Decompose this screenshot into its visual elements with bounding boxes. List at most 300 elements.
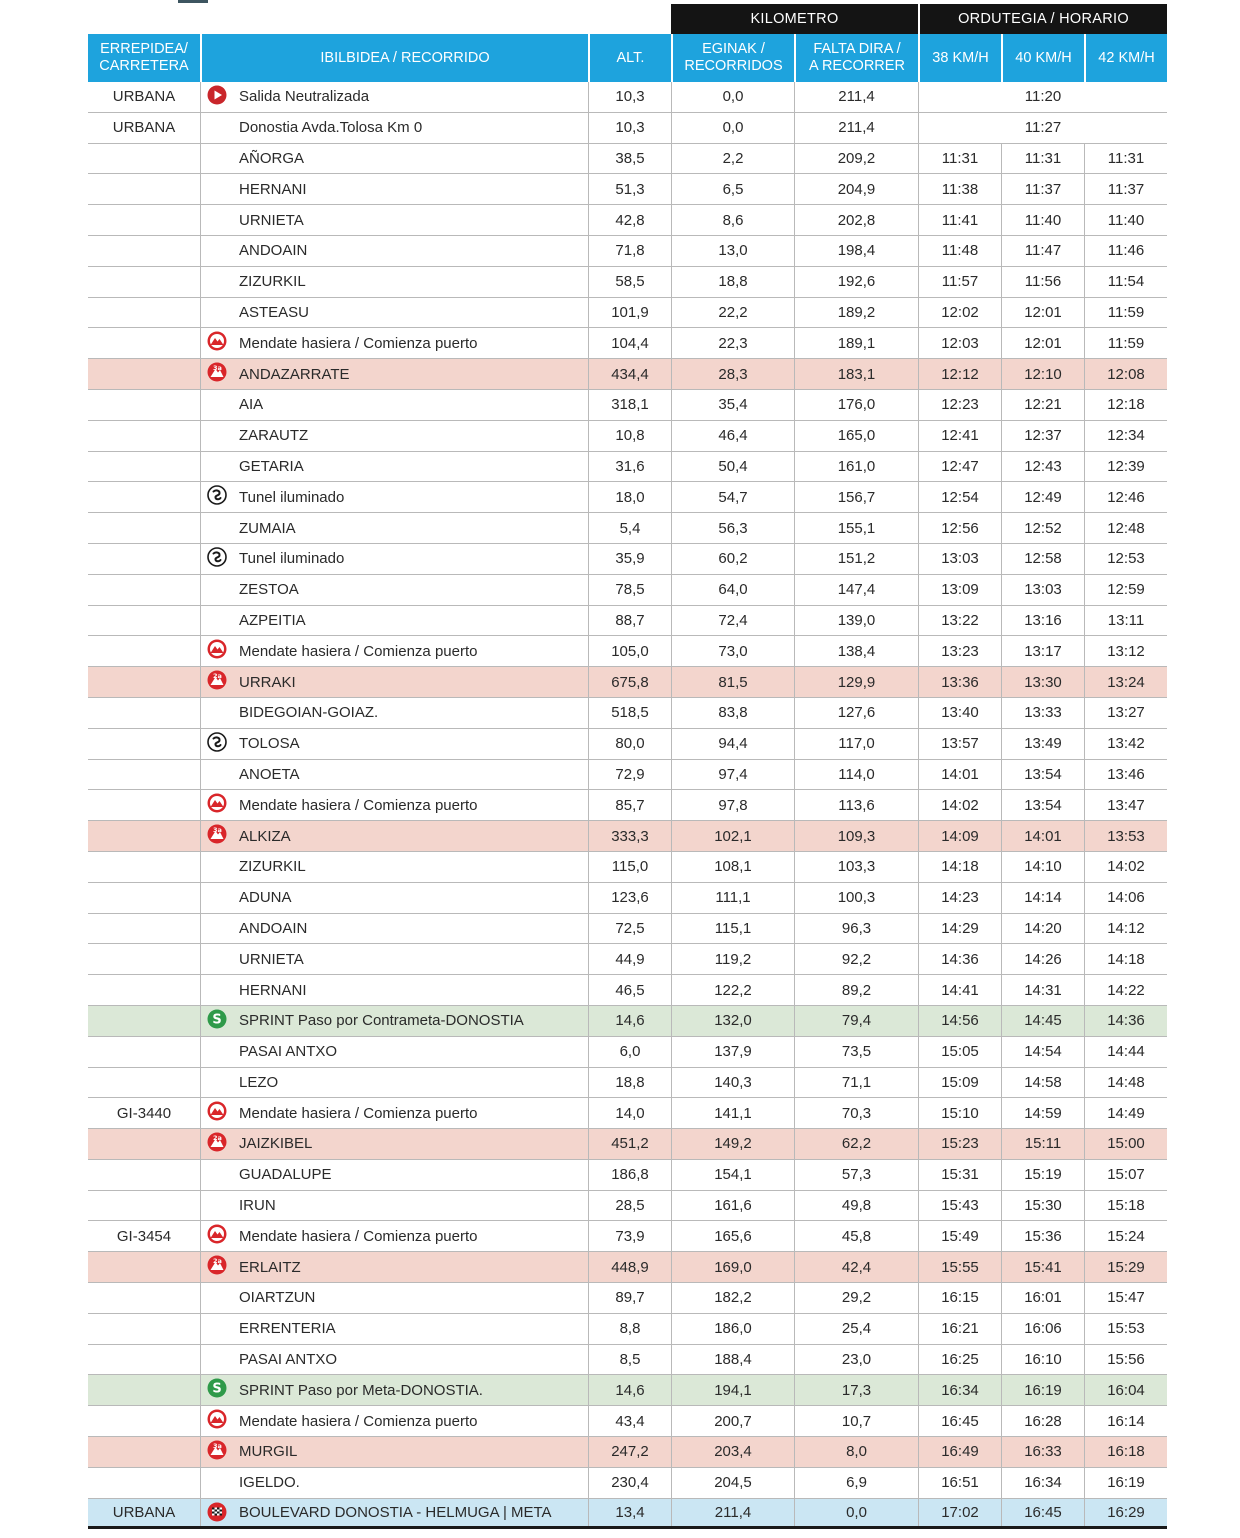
cell-route-label: Mendate hasiera / Comienza puerto <box>239 334 478 352</box>
header-km-left-line2: A RECORRER <box>809 58 905 74</box>
cell-road <box>88 975 200 1005</box>
cell-time-38: 14:56 <box>918 1006 1001 1036</box>
cell-time-38: 16:45 <box>918 1406 1001 1436</box>
cell-time-42: 15:29 <box>1084 1252 1167 1282</box>
cell-altitude: 13,4 <box>588 1499 671 1527</box>
table-row <box>88 636 1167 667</box>
table-row <box>88 298 1167 329</box>
header-km-left <box>794 34 918 82</box>
cell-km-left: 25,4 <box>794 1314 918 1344</box>
cell-km-left: 49,8 <box>794 1191 918 1221</box>
cell-km-done: 154,1 <box>671 1160 794 1190</box>
cell-route-label: SPRINT Paso por Contrameta-DONOSTIA <box>239 1012 524 1030</box>
table-row <box>88 1283 1167 1314</box>
table-row <box>88 914 1167 945</box>
cell-road <box>88 174 200 204</box>
cell-time-38: 12:54 <box>918 482 1001 512</box>
cell-time-40: 14:31 <box>1001 975 1084 1005</box>
cell-time-42: 13:47 <box>1084 790 1167 820</box>
cell-time-38: 11:31 <box>918 144 1001 174</box>
header-road-line1: ERREPIDEA/ <box>100 41 188 57</box>
cell-km-left: 29,2 <box>794 1283 918 1313</box>
cell-km-left: 17,3 <box>794 1375 918 1405</box>
cell-route-label: LEZO <box>239 1073 279 1091</box>
cell-km-done: 46,4 <box>671 421 794 451</box>
cell-route-label: Mendate hasiera / Comienza puerto <box>239 1227 478 1245</box>
cell-time-40: 14:58 <box>1001 1068 1084 1098</box>
cell-route-label: Mendate hasiera / Comienza puerto <box>239 1104 478 1122</box>
cell-route-label: OIARTZUN <box>239 1289 316 1307</box>
cell-time-40: 12:10 <box>1001 359 1084 389</box>
cell-road <box>88 1037 200 1067</box>
table-row <box>88 174 1167 205</box>
cell-time-38: 13:22 <box>918 606 1001 636</box>
table-row <box>88 1068 1167 1099</box>
cell-km-left: 189,1 <box>794 328 918 358</box>
cell-road <box>88 452 200 482</box>
cell-time-all: 11:27 <box>918 113 1167 143</box>
cell-time-42: 14:36 <box>1084 1006 1167 1036</box>
cell-time-40: 11:40 <box>1001 205 1084 235</box>
cell-route <box>200 174 588 204</box>
sprint-icon <box>207 1378 227 1398</box>
cell-route <box>200 1191 588 1221</box>
cell-time-42: 13:11 <box>1084 606 1167 636</box>
table-row <box>88 452 1167 483</box>
cell-road <box>88 575 200 605</box>
svg-text:3a: 3a <box>213 826 222 835</box>
cell-altitude: 18,0 <box>588 482 671 512</box>
cell-time-42: 12:59 <box>1084 575 1167 605</box>
cell-km-left: 45,8 <box>794 1221 918 1251</box>
table-row <box>88 267 1167 298</box>
cell-road <box>88 1068 200 1098</box>
table-row <box>88 82 1167 113</box>
cell-km-left: 8,0 <box>794 1437 918 1467</box>
table-row <box>88 821 1167 852</box>
cell-time-40: 16:45 <box>1001 1499 1084 1527</box>
cell-route <box>200 328 588 358</box>
cell-time-38: 14:29 <box>918 914 1001 944</box>
header-alt: ALT. <box>588 34 671 82</box>
cell-time-42: 14:02 <box>1084 852 1167 882</box>
cell-road <box>88 914 200 944</box>
cell-route <box>200 390 588 420</box>
table-row <box>88 790 1167 821</box>
cell-time-42: 12:46 <box>1084 482 1167 512</box>
group-header-time: ORDUTEGIA / HORARIO <box>918 4 1167 34</box>
table-row <box>88 667 1167 698</box>
cell-time-40: 11:31 <box>1001 144 1084 174</box>
climb-2a-icon <box>207 1255 227 1275</box>
cell-time-42: 16:18 <box>1084 1437 1167 1467</box>
cell-time-40: 14:14 <box>1001 883 1084 913</box>
cell-time-38: 16:21 <box>918 1314 1001 1344</box>
cell-km-left: 57,3 <box>794 1160 918 1190</box>
cell-road <box>88 606 200 636</box>
cell-km-done: 211,4 <box>671 1499 794 1527</box>
cell-time-42: 15:24 <box>1084 1221 1167 1251</box>
cell-time-42: 11:31 <box>1084 144 1167 174</box>
cell-road <box>88 1375 200 1405</box>
cell-km-done: 0,0 <box>671 113 794 143</box>
cell-time-40: 13:33 <box>1001 698 1084 728</box>
header-time-40: 40 KM/H <box>1001 34 1084 82</box>
cell-time-40: 14:10 <box>1001 852 1084 882</box>
cell-km-done: 2,2 <box>671 144 794 174</box>
cell-km-done: 102,1 <box>671 821 794 851</box>
cell-km-left: 176,0 <box>794 390 918 420</box>
cell-road: URBANA <box>112 88 176 106</box>
cell-km-done: 64,0 <box>671 575 794 605</box>
cell-altitude: 72,9 <box>588 760 671 790</box>
cell-route <box>200 1252 588 1282</box>
cell-km-done: 8,6 <box>671 205 794 235</box>
cell-time-40: 11:47 <box>1001 236 1084 266</box>
table-row <box>88 205 1167 236</box>
cell-altitude: 43,4 <box>588 1406 671 1436</box>
table-row <box>88 852 1167 883</box>
cell-km-done: 0,0 <box>671 82 794 112</box>
cell-time-40: 12:37 <box>1001 421 1084 451</box>
cell-time-42: 14:22 <box>1084 975 1167 1005</box>
cell-km-left: 42,4 <box>794 1252 918 1282</box>
cell-route <box>200 790 588 820</box>
cell-altitude: 451,2 <box>588 1129 671 1159</box>
cell-time-38: 12:23 <box>918 390 1001 420</box>
svg-text:2a: 2a <box>213 672 222 681</box>
table-row <box>88 1252 1167 1283</box>
cell-time-40: 16:10 <box>1001 1345 1084 1375</box>
cell-km-done: 72,4 <box>671 606 794 636</box>
cell-altitude: 73,9 <box>588 1221 671 1251</box>
cell-route <box>200 482 588 512</box>
cell-route <box>200 1468 588 1498</box>
cell-km-done: 97,8 <box>671 790 794 820</box>
cell-route-label: Mendate hasiera / Comienza puerto <box>239 642 478 660</box>
cell-route-label: SPRINT Paso por Meta-DONOSTIA. <box>239 1381 483 1399</box>
cell-km-left: 79,4 <box>794 1006 918 1036</box>
cell-time-42: 13:12 <box>1084 636 1167 666</box>
header-route: IBILBIDEA / RECORRIDO <box>200 34 588 82</box>
cell-time-40: 16:01 <box>1001 1283 1084 1313</box>
cell-time-38: 16:15 <box>918 1283 1001 1313</box>
cell-km-done: 111,1 <box>671 883 794 913</box>
cell-km-left: 10,7 <box>794 1406 918 1436</box>
cell-time-42: 14:06 <box>1084 883 1167 913</box>
cell-time-42: 11:46 <box>1084 236 1167 266</box>
cell-route <box>200 760 588 790</box>
cell-route <box>200 82 588 112</box>
cell-altitude: 80,0 <box>588 729 671 759</box>
cell-route-label: URRAKI <box>239 673 296 691</box>
cell-km-left: 183,1 <box>794 359 918 389</box>
cell-time-40: 12:49 <box>1001 482 1084 512</box>
cell-km-done: 149,2 <box>671 1129 794 1159</box>
cell-time-38: 11:38 <box>918 174 1001 204</box>
table-row <box>88 1437 1167 1468</box>
cell-route-label: ZARAUTZ <box>239 427 309 445</box>
cell-time-38: 14:41 <box>918 975 1001 1005</box>
cell-altitude: 101,9 <box>588 298 671 328</box>
cell-altitude: 10,8 <box>588 421 671 451</box>
cell-km-done: 203,4 <box>671 1437 794 1467</box>
cell-altitude: 14,6 <box>588 1006 671 1036</box>
cell-km-left: 23,0 <box>794 1345 918 1375</box>
cell-km-done: 97,4 <box>671 760 794 790</box>
climb-start-icon <box>207 1101 227 1121</box>
cell-time-38: 13:03 <box>918 544 1001 574</box>
cell-time-38: 13:23 <box>918 636 1001 666</box>
cell-time-42: 12:48 <box>1084 513 1167 543</box>
cell-time-40: 13:03 <box>1001 575 1084 605</box>
cell-road <box>88 298 200 328</box>
cell-route <box>200 729 588 759</box>
cell-km-left: 198,4 <box>794 236 918 266</box>
cell-altitude: 78,5 <box>588 575 671 605</box>
cell-route-label: ZIZURKIL <box>239 858 306 876</box>
cell-altitude: 58,5 <box>588 267 671 297</box>
cell-road: GI-3454 <box>116 1227 172 1245</box>
cell-route-label: GETARIA <box>239 457 304 475</box>
cell-road <box>88 1345 200 1375</box>
cell-time-42: 16:19 <box>1084 1468 1167 1498</box>
cell-time-38: 11:48 <box>918 236 1001 266</box>
cell-time-42: 16:14 <box>1084 1406 1167 1436</box>
header-km-done <box>671 34 794 82</box>
danger-icon <box>207 732 227 752</box>
cell-altitude: 318,1 <box>588 390 671 420</box>
cell-km-done: 186,0 <box>671 1314 794 1344</box>
table-row <box>88 513 1167 544</box>
cell-altitude: 14,0 <box>588 1098 671 1128</box>
cell-road <box>88 760 200 790</box>
cell-time-38: 12:47 <box>918 452 1001 482</box>
cell-km-left: 192,6 <box>794 267 918 297</box>
cell-km-left: 129,9 <box>794 667 918 697</box>
climb-3a-icon <box>207 824 227 844</box>
cell-km-left: 147,4 <box>794 575 918 605</box>
cell-km-done: 22,2 <box>671 298 794 328</box>
cell-route-label: Tunel iluminado <box>239 488 345 506</box>
cell-altitude: 31,6 <box>588 452 671 482</box>
cell-altitude: 89,7 <box>588 1283 671 1313</box>
cell-road <box>88 790 200 820</box>
cell-route-label: BOULEVARD DONOSTIA - HELMUGA | META <box>239 1504 552 1522</box>
cell-route-label: IRUN <box>239 1197 276 1215</box>
cell-km-left: 127,6 <box>794 698 918 728</box>
cell-time-38: 11:57 <box>918 267 1001 297</box>
cell-altitude: 5,4 <box>588 513 671 543</box>
cell-road <box>88 1252 200 1282</box>
cell-km-done: 169,0 <box>671 1252 794 1282</box>
cell-route <box>200 421 588 451</box>
cell-km-left: 70,3 <box>794 1098 918 1128</box>
climb-start-icon <box>207 793 227 813</box>
cell-road <box>88 359 200 389</box>
table-row <box>88 1345 1167 1376</box>
group-header-row <box>88 4 1167 34</box>
cell-time-40: 16:28 <box>1001 1406 1084 1436</box>
cell-time-42: 13:46 <box>1084 760 1167 790</box>
table-row <box>88 1006 1167 1037</box>
cell-route-label: HERNANI <box>239 981 307 999</box>
table-row <box>88 113 1167 144</box>
cell-time-42: 13:42 <box>1084 729 1167 759</box>
cell-km-left: 161,0 <box>794 452 918 482</box>
cell-time-42: 12:39 <box>1084 452 1167 482</box>
cell-altitude: 42,8 <box>588 205 671 235</box>
cell-time-40: 16:06 <box>1001 1314 1084 1344</box>
cell-time-42: 16:29 <box>1084 1499 1167 1527</box>
table-row <box>88 760 1167 791</box>
cell-route <box>200 1068 588 1098</box>
cell-km-done: 194,1 <box>671 1375 794 1405</box>
header-time-42: 42 KM/H <box>1084 34 1167 82</box>
column-header-row <box>88 34 1167 82</box>
cell-route <box>200 636 588 666</box>
cell-route <box>200 113 588 143</box>
cell-road <box>88 821 200 851</box>
cell-time-42: 15:56 <box>1084 1345 1167 1375</box>
group-header-spacer <box>88 4 671 34</box>
cell-altitude: 105,0 <box>588 636 671 666</box>
cell-time-38: 13:40 <box>918 698 1001 728</box>
cell-time-42: 12:53 <box>1084 544 1167 574</box>
cell-km-done: 18,8 <box>671 267 794 297</box>
cell-km-left: 211,4 <box>794 82 918 112</box>
cell-time-38: 12:41 <box>918 421 1001 451</box>
cell-km-left: 113,6 <box>794 790 918 820</box>
cell-km-left: 165,0 <box>794 421 918 451</box>
cell-time-38: 13:09 <box>918 575 1001 605</box>
cell-altitude: 434,4 <box>588 359 671 389</box>
cell-time-42: 12:08 <box>1084 359 1167 389</box>
cell-time-40: 13:54 <box>1001 790 1084 820</box>
cell-km-left: 92,2 <box>794 944 918 974</box>
cell-km-left: 6,9 <box>794 1468 918 1498</box>
table-row <box>88 1314 1167 1345</box>
cell-time-40: 13:49 <box>1001 729 1084 759</box>
cell-road <box>88 205 200 235</box>
cell-km-left: 204,9 <box>794 174 918 204</box>
cell-time-40: 14:01 <box>1001 821 1084 851</box>
climb-2a-icon <box>207 1132 227 1152</box>
cell-time-40: 12:58 <box>1001 544 1084 574</box>
cell-altitude: 123,6 <box>588 883 671 913</box>
cell-km-left: 202,8 <box>794 205 918 235</box>
cell-road <box>88 1406 200 1436</box>
cell-km-done: 161,6 <box>671 1191 794 1221</box>
cell-route-label: AÑORGA <box>239 149 305 167</box>
cell-time-40: 13:17 <box>1001 636 1084 666</box>
cell-time-42: 11:37 <box>1084 174 1167 204</box>
cell-route <box>200 544 588 574</box>
climb-start-icon <box>207 1224 227 1244</box>
cell-time-40: 13:30 <box>1001 667 1084 697</box>
cell-time-38: 14:01 <box>918 760 1001 790</box>
cell-route <box>200 883 588 913</box>
cell-km-left: 73,5 <box>794 1037 918 1067</box>
cell-route <box>200 1129 588 1159</box>
cell-route <box>200 698 588 728</box>
cell-time-38: 12:02 <box>918 298 1001 328</box>
climb-3a-icon <box>207 1440 227 1460</box>
cell-altitude: 28,5 <box>588 1191 671 1221</box>
cell-altitude: 14,6 <box>588 1375 671 1405</box>
cell-time-38: 16:34 <box>918 1375 1001 1405</box>
cell-km-left: 89,2 <box>794 975 918 1005</box>
cell-road <box>88 390 200 420</box>
cell-time-38: 14:23 <box>918 883 1001 913</box>
cell-route <box>200 575 588 605</box>
cell-time-40: 16:19 <box>1001 1375 1084 1405</box>
cell-route-label: ZESTOA <box>239 581 299 599</box>
sprint-icon <box>207 1009 227 1029</box>
cell-time-40: 11:56 <box>1001 267 1084 297</box>
cell-km-left: 0,0 <box>794 1499 918 1527</box>
cell-route-label: Mendate hasiera / Comienza puerto <box>239 796 478 814</box>
cell-time-38: 14:09 <box>918 821 1001 851</box>
cell-time-38: 14:18 <box>918 852 1001 882</box>
cell-time-40: 15:30 <box>1001 1191 1084 1221</box>
cell-time-38: 12:12 <box>918 359 1001 389</box>
cell-route <box>200 144 588 174</box>
cell-time-40: 12:21 <box>1001 390 1084 420</box>
cell-time-42: 14:12 <box>1084 914 1167 944</box>
cell-road <box>88 1160 200 1190</box>
cell-km-left: 138,4 <box>794 636 918 666</box>
cell-altitude: 88,7 <box>588 606 671 636</box>
cell-km-done: 108,1 <box>671 852 794 882</box>
cell-road <box>88 1006 200 1036</box>
cell-route-label: ANDAZARRATE <box>239 365 350 383</box>
cell-altitude: 46,5 <box>588 975 671 1005</box>
cell-altitude: 71,8 <box>588 236 671 266</box>
cell-km-done: 119,2 <box>671 944 794 974</box>
cell-km-done: 81,5 <box>671 667 794 697</box>
svg-text:3a: 3a <box>213 364 222 373</box>
cell-road: GI-3440 <box>116 1104 172 1122</box>
table-row <box>88 575 1167 606</box>
cell-km-done: 137,9 <box>671 1037 794 1067</box>
cell-route-label: JAIZKIBEL <box>239 1135 313 1153</box>
cell-altitude: 115,0 <box>588 852 671 882</box>
header-time-38: 38 KM/H <box>918 34 1001 82</box>
cell-km-done: 56,3 <box>671 513 794 543</box>
cell-altitude: 85,7 <box>588 790 671 820</box>
cell-km-left: 151,2 <box>794 544 918 574</box>
danger-icon <box>207 485 227 505</box>
cell-km-done: 200,7 <box>671 1406 794 1436</box>
cell-time-42: 15:47 <box>1084 1283 1167 1313</box>
cell-altitude: 44,9 <box>588 944 671 974</box>
climb-start-icon <box>207 639 227 659</box>
cell-route-label: ZUMAIA <box>239 519 296 537</box>
cell-route <box>200 359 588 389</box>
cell-km-left: 100,3 <box>794 883 918 913</box>
cell-km-done: 22,3 <box>671 328 794 358</box>
table-row <box>88 144 1167 175</box>
cell-km-done: 54,7 <box>671 482 794 512</box>
cell-altitude: 10,3 <box>588 113 671 143</box>
table-row <box>88 390 1167 421</box>
cell-time-42: 14:49 <box>1084 1098 1167 1128</box>
cell-time-38: 15:09 <box>918 1068 1001 1098</box>
cell-time-42: 11:54 <box>1084 267 1167 297</box>
cell-route-label: ERRENTERIA <box>239 1320 336 1338</box>
cell-km-left: 109,3 <box>794 821 918 851</box>
